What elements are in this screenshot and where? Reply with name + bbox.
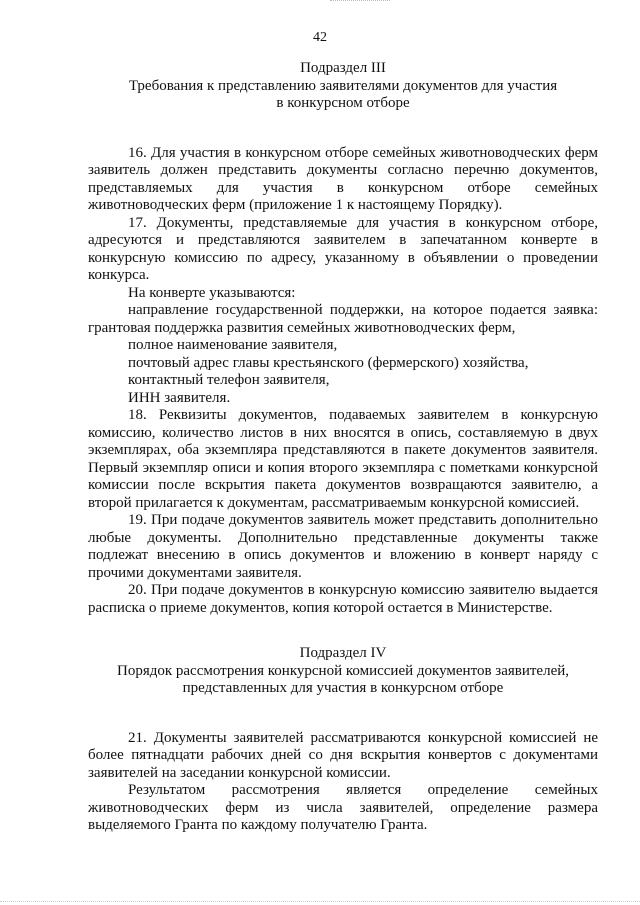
subsection-3-text <box>88 145 598 618</box>
subsection-4-text <box>88 730 598 835</box>
envelope-item-phone: контактный телефон заявителя, <box>128 372 330 388</box>
subsection-3-title-line2: в конкурсном отборе <box>276 95 410 111</box>
envelope-item-direction: направление государственной поддержки, на которое подается заявка: грантовая поддержка развития семейных животноводческих ферм, <box>88 302 598 336</box>
envelope-item-name: полное наименование заявителя, <box>128 337 338 353</box>
paragraph-16: 16. Для участия в конкурсном отборе семейных животноводческих ферм заявитель должен представить документы согласно перечню документов, представляемых для участия в конкурсном отборе семейных животноводческих ферм (приложение 1 к настоящему Порядку). <box>88 144 598 213</box>
subsection-3-title-line1: Требования к представлению заявителями документов для участия <box>128 77 558 94</box>
paragraph-20: 20. При подаче документов в конкурсную комиссию заявителю выдается расписка о приеме документов, копия которой остается в Министерстве. <box>88 582 598 616</box>
subsection-4-title-line2: представленных для участия в конкурсном отборе <box>182 680 504 696</box>
subsection-4-heading <box>88 645 598 698</box>
envelope-item-inn: ИНН заявителя. <box>128 389 231 406</box>
envelope-intro: На конверте указываются: <box>128 284 296 301</box>
scan-bottom-edge <box>0 901 640 905</box>
document-body <box>88 60 598 835</box>
paragraph-21: 21. Документы заявителей рассматриваются конкурсной комиссией не более пятнадцати рабочих дней со дня вскрытия конвертов с документами заявителей на заседании конкурсной комиссии. <box>88 729 598 781</box>
subsection-4-label: Подраздел IV <box>299 645 387 661</box>
result-paragraph: Результатом рассмотрения является определение семейных животноводческих ферм из числа заявителей, определение размера выделяемого Гранта по каждому получателю Гранта. <box>88 782 598 833</box>
subsection-3-heading <box>88 60 598 113</box>
scan-edge-mark <box>330 0 390 3</box>
paragraph-18: 18. Реквизиты документов, подаваемых заявителем в конкурсную комиссию, количество листов в них вносятся в опись, составляемую в двух экземплярах, оба экземпляра представляются в пакете документов заявителя. Первый экземпляр описи и копия второго экземпляра с пометками конкурсной комиссии после вскрытия пакета документов возвращаются заявителю, а второй прилагается к документам, рассматриваемым конкурсной комиссией. <box>88 407 598 511</box>
paragraph-19: 19. При подаче документов заявитель может представить дополнительно любые документы. Дополнительно представленные документы также подлежат внесению в опись документов и вложению в конверт наряду с прочими документами заявителя. <box>88 512 598 581</box>
envelope-item-address: почтовый адрес главы крестьянского (фермерского) хозяйства, <box>128 354 529 371</box>
paragraph-17: 17. Документы, представляемые для участия в конкурсном отборе, адресуются и представляются заявителем в запечатанном конверте в конкурсную комиссию по адресу, указанному в объявлении о проведении конкурса. <box>88 214 598 283</box>
subsection-4-title-line1: Порядок рассмотрения конкурсной комиссией документов заявителей, <box>117 662 569 679</box>
page-number: 42 <box>313 30 327 45</box>
subsection-3-label: Подраздел III <box>300 60 386 76</box>
